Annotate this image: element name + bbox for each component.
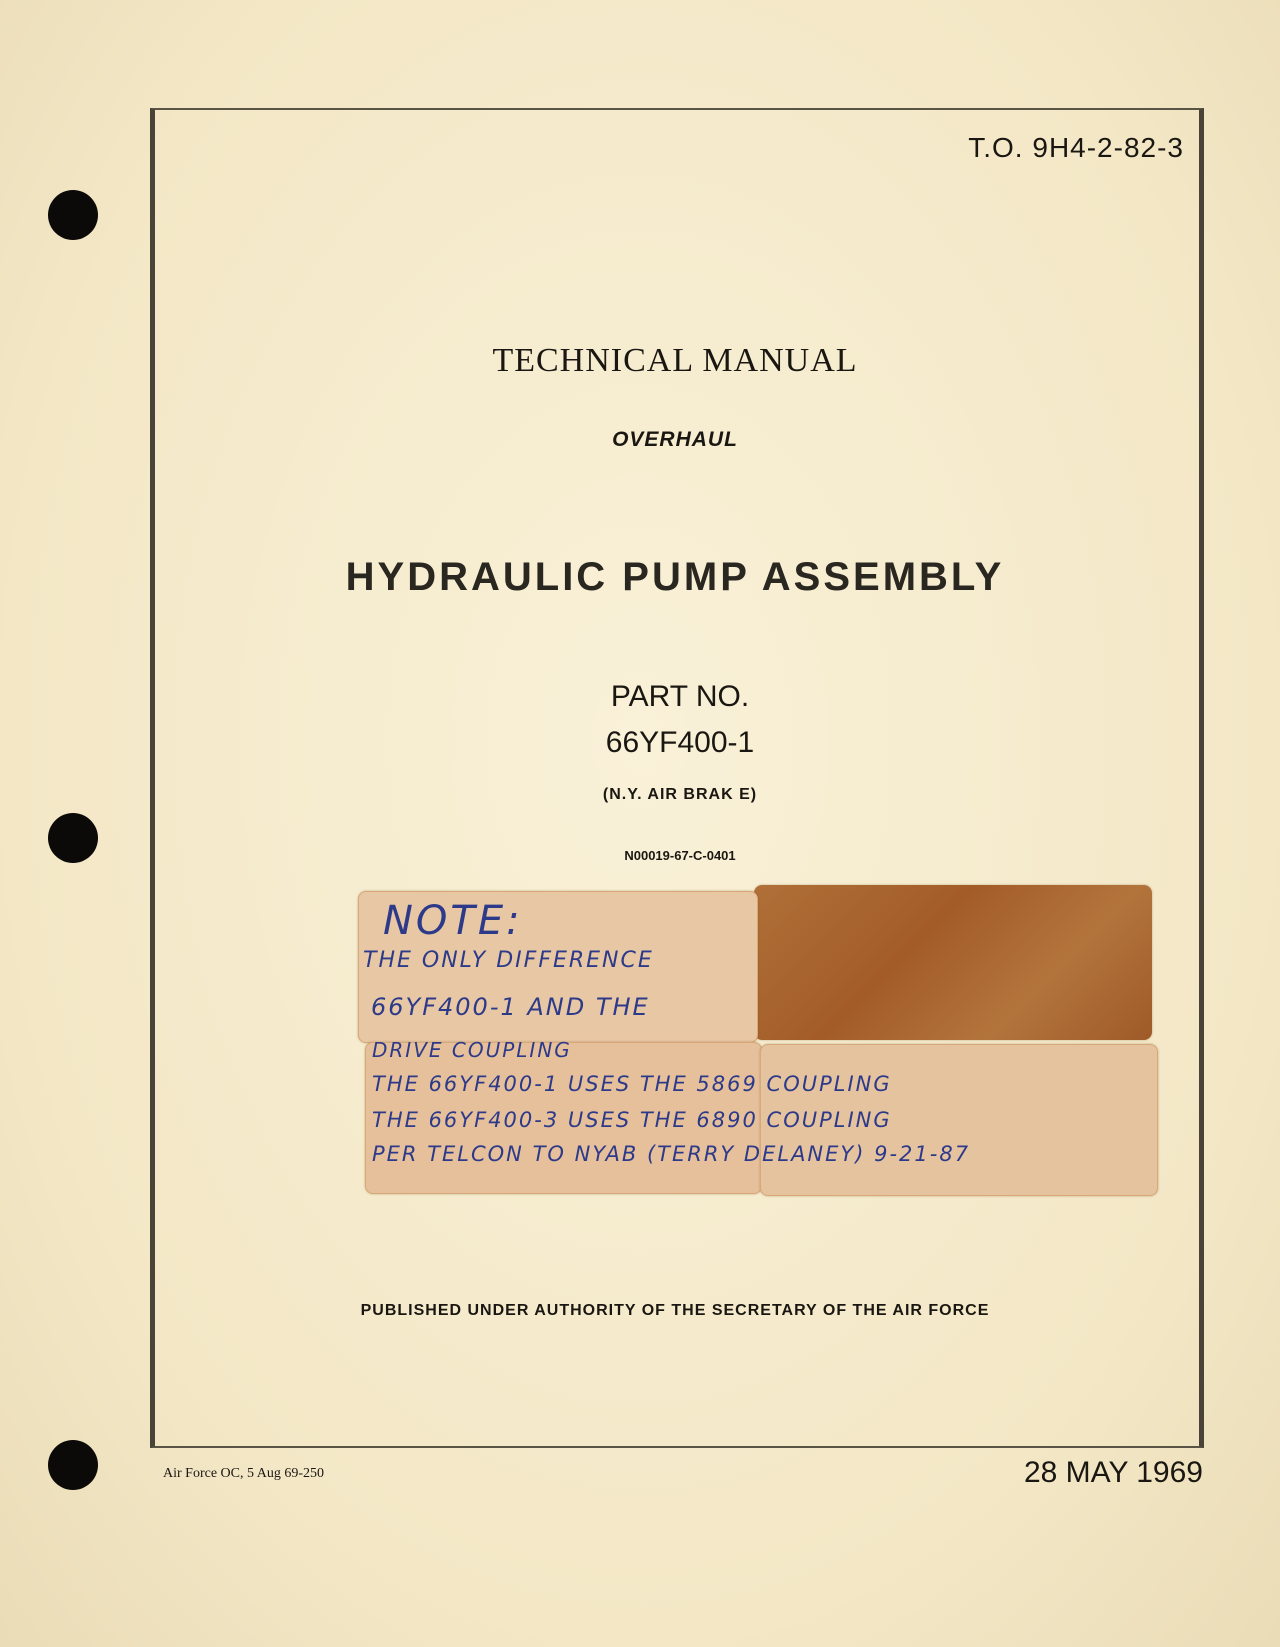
handwritten-note-line: PER TELCON TO NYAB (TERRY DELANEY) 9-21-87 xyxy=(372,1142,971,1166)
punch-hole-top xyxy=(48,190,98,240)
handwritten-note-line: DRIVE COUPLING xyxy=(372,1038,572,1062)
page-border-frame xyxy=(150,108,1204,1448)
document-type-heading: TECHNICAL MANUAL xyxy=(492,342,858,379)
part-number: 66YF400-1 xyxy=(605,726,755,759)
handwritten-note-label: NOTE: xyxy=(383,898,523,944)
publishing-authority: PUBLISHED UNDER AUTHORITY OF THE SECRETARY OF THE AIR FORCE xyxy=(360,1302,990,1319)
contract-number: N00019-67-C-0401 xyxy=(624,848,736,863)
handwritten-note-line: 66YF400-1 AND THE xyxy=(371,993,650,1021)
manual-title: HYDRAULIC PUMP ASSEMBLY xyxy=(345,555,1005,599)
handwritten-note-line: THE ONLY DIFFERENCE xyxy=(363,948,654,973)
technical-order-number: T.O. 9H4-2-82-3 xyxy=(968,132,1184,163)
punch-hole-bottom xyxy=(48,1440,98,1490)
handwritten-note-line: THE 66YF400-1 USES THE 5869 COUPLING xyxy=(372,1072,892,1096)
handwritten-note-line: THE 66YF400-3 USES THE 6890 COUPLING xyxy=(372,1108,892,1132)
part-number-label: PART NO. xyxy=(610,680,750,713)
publication-date: 28 MAY 1969 xyxy=(1023,1456,1203,1489)
printing-code: Air Force OC, 5 Aug 69-250 xyxy=(163,1466,324,1481)
manufacturer-name: (N.Y. AIR BRAK E) xyxy=(602,786,758,803)
stained-tape-patch xyxy=(754,885,1152,1040)
manual-subject: OVERHAUL xyxy=(612,428,738,451)
